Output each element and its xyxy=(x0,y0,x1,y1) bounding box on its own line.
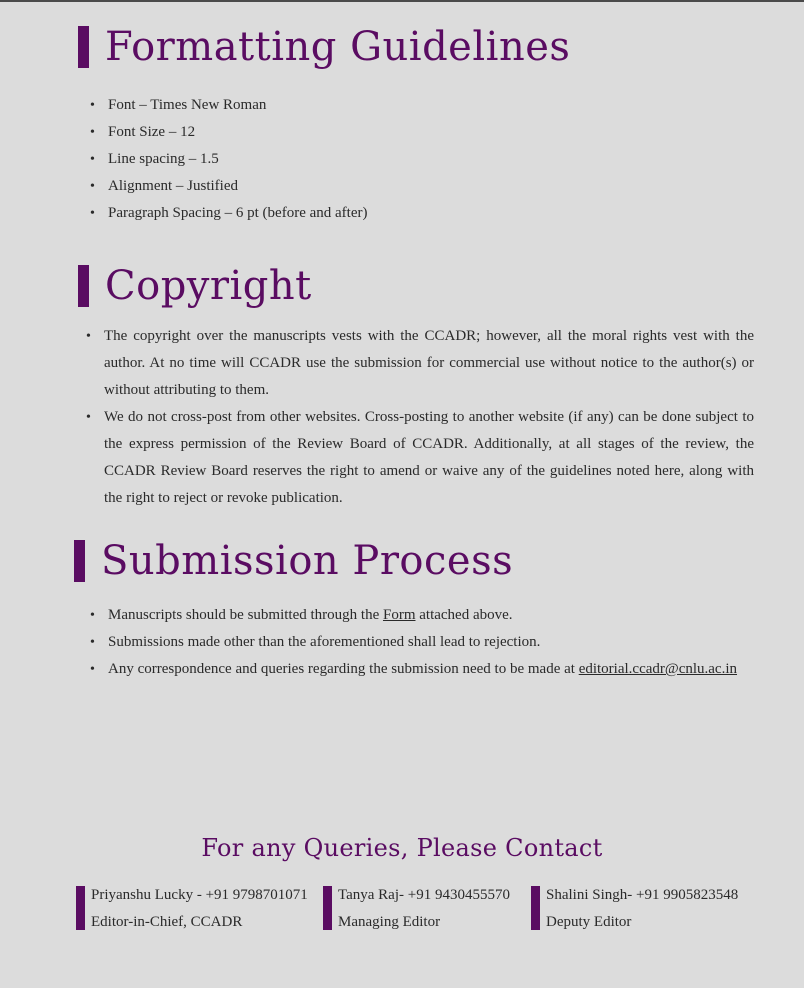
formatting-heading xyxy=(78,24,570,70)
copyright-list xyxy=(86,323,754,512)
contact-card xyxy=(76,882,308,936)
submission-title: Submission Process xyxy=(101,538,514,584)
list-item xyxy=(90,602,780,629)
contact-name-phone: Shalini Singh- +91 9905823548 xyxy=(546,887,739,903)
submission-list xyxy=(90,602,780,683)
list-item: • Line spacing – 1.5 xyxy=(90,146,490,173)
contact-role: Editor-in-Chief, CCADR xyxy=(91,914,243,930)
email-link[interactable]: editorial.ccadr@cnlu.ac.in xyxy=(578,661,738,677)
item-text: attached above. xyxy=(415,607,513,623)
heading-accent-bar xyxy=(78,26,89,68)
list-item: • The copyright over the manuscripts vests with the CCADR; however, all the moral rights vest with the author. At no time will CCADR use the submission for commercial use without notice to the author(s) or without attributing to them. xyxy=(86,323,754,404)
list-item: • Submissions made other than the aforementioned shall lead to rejection. xyxy=(90,629,780,656)
list-item: • Paragraph Spacing – 6 pt (before and after) xyxy=(90,200,490,227)
list-item: • We do not cross-post from other websites. Cross-posting to another website (if any) can be done subject to the express permission of the Review Board of CCADR. Additionally, at all stages of the review, the CCADR Review Board reserves the right to amend or waive any of the guidelines noted here, along with the right to reject or revoke publication. xyxy=(86,404,754,512)
list-item: • Font – Times New Roman xyxy=(90,92,490,119)
contact-title: For any Queries, Please Contact xyxy=(201,834,603,862)
contact-accent-bar xyxy=(323,886,332,930)
copyright-title: Copyright xyxy=(105,263,312,309)
contact-name-phone: Tanya Raj- +91 9430455570 xyxy=(338,887,510,903)
contact-accent-bar xyxy=(531,886,540,930)
heading-accent-bar xyxy=(74,540,85,582)
submission-heading xyxy=(74,538,513,584)
formatting-title: Formatting Guidelines xyxy=(105,24,571,70)
formatting-list xyxy=(90,92,490,227)
contact-card xyxy=(323,882,510,936)
item-text: Manuscripts should be submitted through the xyxy=(108,607,383,623)
list-item xyxy=(90,656,780,683)
heading-accent-bar xyxy=(78,265,89,307)
list-item: • Font Size – 12 xyxy=(90,119,490,146)
contact-name-phone: Priyanshu Lucky - +91 9798701071 xyxy=(91,887,308,903)
contact-accent-bar xyxy=(76,886,85,930)
contact-role: Deputy Editor xyxy=(546,914,632,930)
form-link[interactable]: Form xyxy=(382,607,416,623)
list-item: • Alignment – Justified xyxy=(90,173,490,200)
contact-role: Managing Editor xyxy=(338,914,441,930)
copyright-heading xyxy=(78,263,312,309)
item-text: Any correspondence and queries regarding the submission need to be made at xyxy=(108,661,579,677)
contact-card xyxy=(531,882,738,936)
